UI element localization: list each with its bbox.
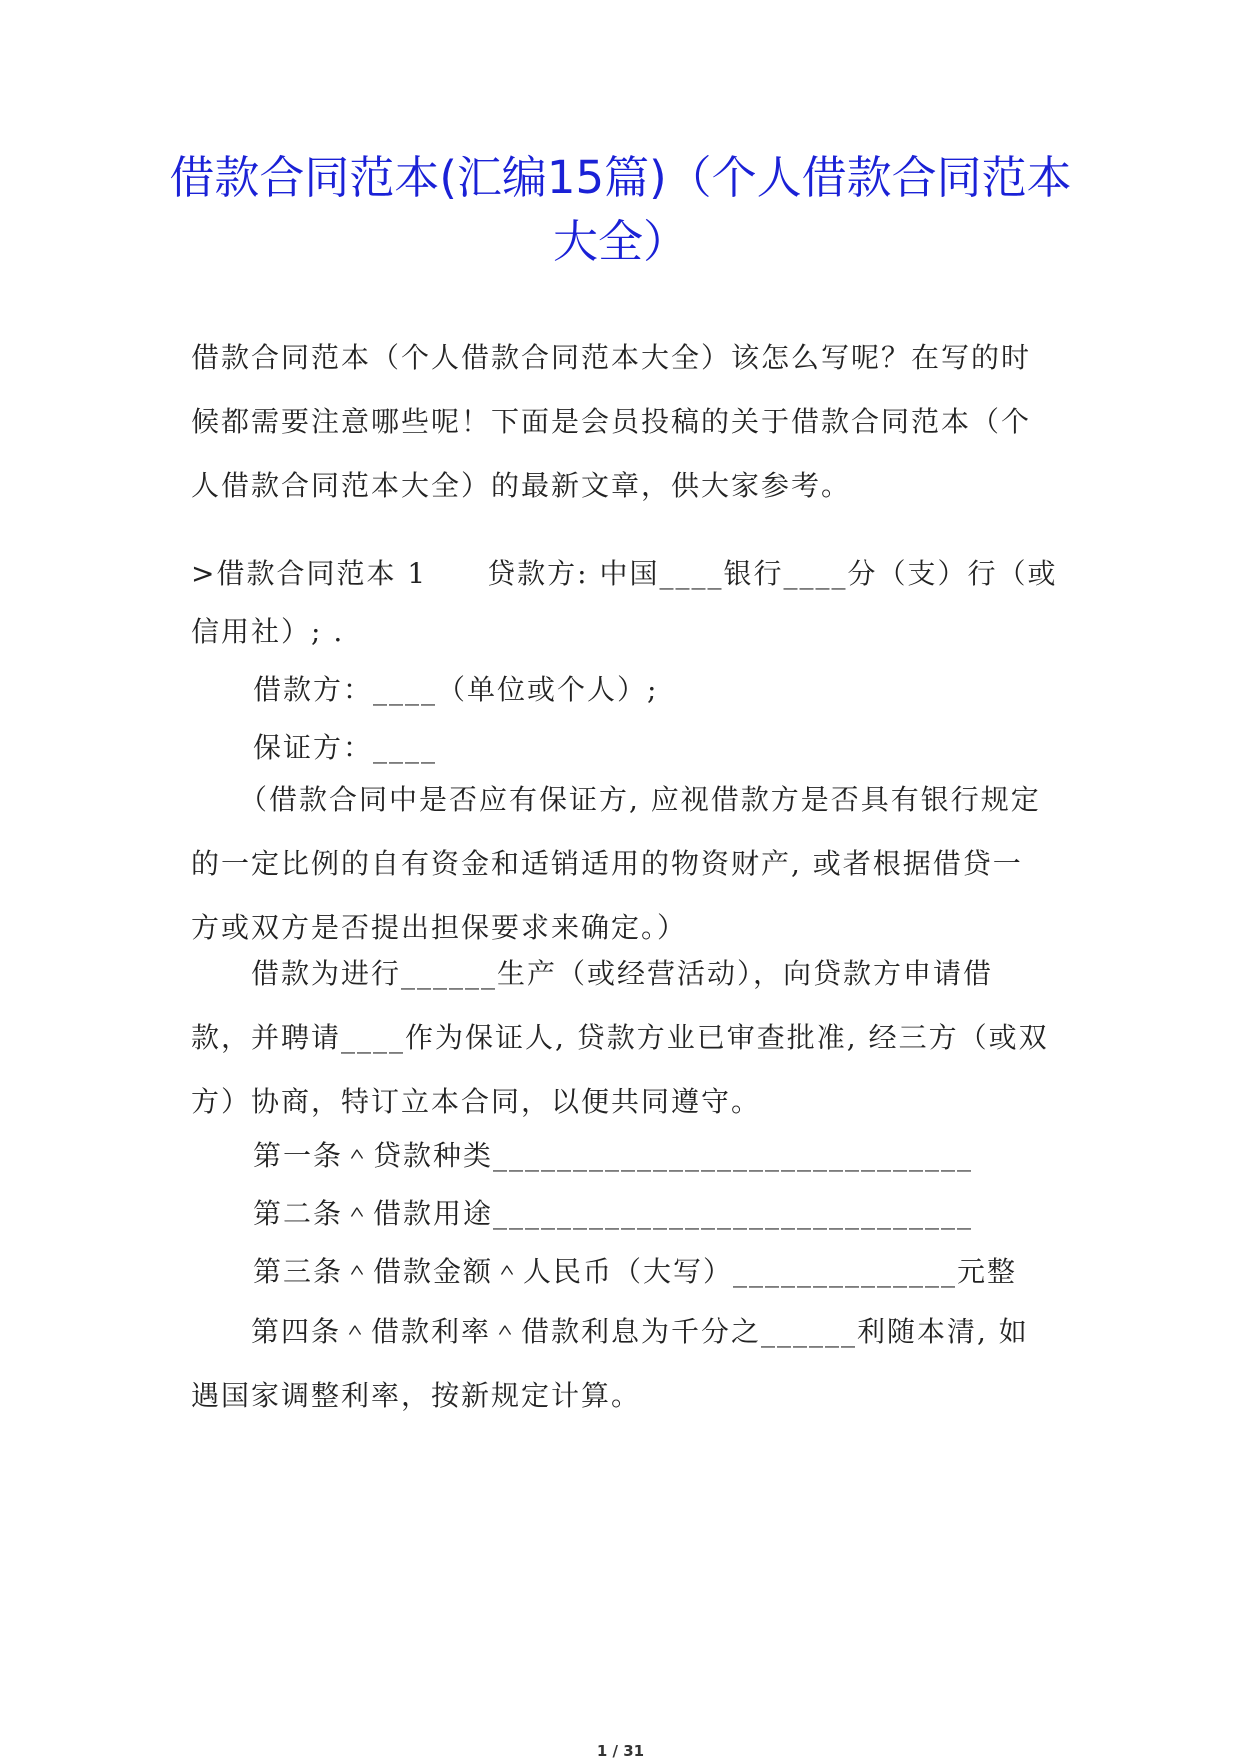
intro-paragraph: 借款合同范本（个人借款合同范本大全）该怎么写呢？在写的时候都需要注意哪些呢！下面是会员投稿的关于借款合同范本（个人借款合同范本大全）的最新文章，供大家参考。	[191, 341, 1032, 502]
article-3: 第三条＾借款金额＾人民币（大写）______________元整	[253, 1255, 1018, 1288]
article-1: 第一条＾贷款种类______________________________	[253, 1139, 974, 1172]
section1-heading-line1: >借款合同范本 1 贷款方: 中国____银行____分（支）行（或	[191, 557, 1058, 590]
purpose-paragraph: 借款为进行______生产（或经营活动），向贷款方申请借款，并聘请____作为保证人, 贷款方业已审查批准, 经三方（或双方）协商，特订立本合同，以便共同遵守。	[191, 957, 1049, 1118]
guarantor-line: 保证方：____	[253, 731, 438, 764]
document-title: 借款合同范本(汇编15篇)（个人借款合同范本大全）	[169, 151, 1072, 268]
article-4: 第四条＾借款利率＾借款利息为千分之______利随本清, 如遇国家调整利率，按新规定计算。	[191, 1315, 1029, 1412]
page-indicator: 1 / 31	[596, 1742, 645, 1760]
borrower-line: 借款方：____（单位或个人）;	[253, 673, 659, 706]
guarantor-note: （借款合同中是否应有保证方, 应视借款方是否具有银行规定的一定比例的自有资金和适销适用的物资财产, 或者根据借贷一方或双方是否提出担保要求来确定。）	[191, 783, 1041, 944]
section1-heading-line2: 信用社）; .	[191, 615, 345, 648]
article-2: 第二条＾借款用途______________________________	[253, 1197, 974, 1230]
